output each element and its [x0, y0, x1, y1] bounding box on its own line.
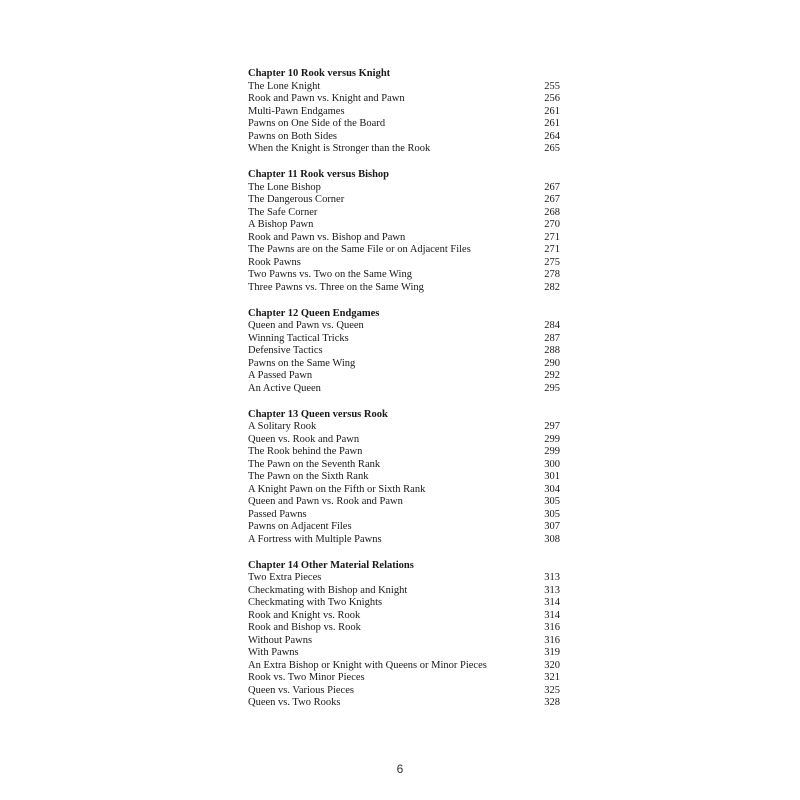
toc-entry [248, 232, 560, 245]
entry-title: Rook Pawns [248, 256, 301, 268]
entry-title: A Knight Pawn on the Fifth or Sixth Rank [248, 483, 426, 495]
table-of-contents [248, 68, 560, 710]
toc-entry [248, 610, 560, 623]
entry-title: Without Pawns [248, 634, 313, 646]
entry-title: A Bishop Pawn [248, 219, 314, 230]
toc-entry [248, 143, 560, 156]
entry-title: A Passed Pawn [248, 370, 313, 381]
entry-title: Pawns on One Side of the Board [248, 118, 386, 129]
entry-page: 268 [544, 206, 560, 218]
entry-page: 267 [544, 181, 560, 193]
entry-title: Queen and Pawn vs. Rook and Pawn [248, 496, 403, 507]
toc-entry [248, 672, 560, 685]
toc-entry [248, 106, 560, 119]
chapter-10-section [248, 68, 560, 156]
chapter-11-section [248, 169, 560, 294]
entry-page: 299 [544, 433, 560, 445]
entry-page: 264 [544, 130, 560, 142]
entry-page: 299 [544, 446, 560, 457]
entry-page: 282 [544, 281, 560, 293]
entry-title: An Active Queen [248, 382, 321, 394]
toc-entry [248, 622, 560, 635]
entry-title: With Pawns [248, 647, 299, 658]
entry-page: 313 [544, 572, 560, 583]
entry-title: The Lone Bishop [248, 181, 321, 193]
entry-page: 297 [544, 421, 560, 432]
entry-page: 278 [544, 269, 560, 280]
entry-title: Checkmating with Two Knights [248, 597, 383, 608]
entry-page: 308 [544, 533, 560, 545]
toc-entry [248, 446, 560, 459]
toc-entry [248, 534, 560, 547]
entry-page: 319 [544, 647, 560, 658]
entry-page: 267 [544, 194, 560, 205]
entry-page: 261 [544, 105, 560, 117]
toc-entry [248, 370, 560, 383]
toc-entry [248, 572, 560, 585]
entry-title: Queen vs. Rook and Pawn [248, 433, 360, 445]
toc-entry [248, 509, 560, 522]
entry-page: 288 [544, 345, 560, 356]
entry-title: Rook and Bishop vs. Rook [248, 622, 361, 633]
entry-page: 321 [544, 672, 560, 683]
entry-title: Winning Tactical Tricks [248, 332, 349, 344]
entry-title: Rook vs. Two Minor Pieces [248, 672, 365, 683]
toc-entry [248, 257, 560, 270]
entry-title: An Extra Bishop or Knight with Queens or Minor Pieces [248, 659, 487, 671]
toc-entry [248, 131, 560, 144]
toc-entry [248, 269, 560, 282]
toc-entry [248, 660, 560, 673]
entry-page: 307 [544, 521, 560, 532]
entry-page: 292 [544, 370, 560, 381]
entry-page: 270 [544, 219, 560, 230]
toc-entry [248, 635, 560, 648]
toc-entry [248, 421, 560, 434]
entry-title: Pawns on Adjacent Files [248, 521, 352, 532]
toc-entry [248, 647, 560, 660]
chapter-title: Chapter 14 Other Material Relations [248, 559, 414, 571]
entry-page: 328 [544, 697, 560, 708]
chapter-title: Chapter 10 Rook versus Knight [248, 68, 391, 79]
entry-title: The Pawns are on the Same File or on Adjacent Files [248, 244, 471, 255]
toc-entry [248, 219, 560, 232]
entry-page: 305 [544, 496, 560, 507]
entry-page: 304 [544, 483, 560, 495]
entry-title: Queen vs. Two Rooks [248, 697, 341, 708]
toc-entry [248, 194, 560, 207]
chapter-14-section [248, 560, 560, 710]
entry-page: 290 [544, 357, 560, 369]
entry-title: Rook and Knight vs. Rook [248, 609, 361, 621]
entry-title: A Solitary Rook [248, 421, 317, 432]
toc-entry [248, 597, 560, 610]
entry-title: Two Extra Pieces [248, 572, 322, 583]
entry-title: A Fortress with Multiple Pawns [248, 533, 382, 545]
toc-entry [248, 521, 560, 534]
entry-title: Rook and Pawn vs. Knight and Pawn [248, 93, 405, 104]
entry-page: 287 [544, 332, 560, 344]
entry-title: Pawns on Both Sides [248, 130, 337, 142]
entry-title: The Safe Corner [248, 206, 318, 218]
entry-page: 316 [544, 622, 560, 633]
toc-entry [248, 496, 560, 509]
entry-page: 271 [544, 231, 560, 243]
entry-page: 305 [544, 508, 560, 520]
entry-title: Queen and Pawn vs. Queen [248, 320, 364, 331]
entry-page: 261 [544, 118, 560, 129]
toc-entry [248, 471, 560, 484]
page-number: 6 [396, 762, 404, 776]
entry-page: 271 [544, 244, 560, 255]
entry-page: 295 [544, 382, 560, 394]
toc-entry [248, 320, 560, 333]
entry-page: 255 [544, 80, 560, 92]
chapter-title: Chapter 12 Queen Endgames [248, 307, 380, 319]
entry-page: 316 [544, 634, 560, 646]
chapter-title: Chapter 13 Queen versus Rook [248, 408, 388, 420]
entry-title: When the Knight is Stronger than the Rook [248, 143, 431, 154]
toc-entry [248, 207, 560, 220]
toc-entry [248, 282, 560, 295]
entry-page: 256 [544, 93, 560, 104]
entry-page: 300 [544, 458, 560, 470]
entry-title: Multi-Pawn Endgames [248, 105, 345, 117]
entry-page: 314 [544, 597, 560, 608]
toc-entry [248, 358, 560, 371]
entry-title: Queen vs. Various Pieces [248, 684, 354, 696]
entry-title: The Dangerous Corner [248, 194, 345, 205]
entry-page: 284 [544, 320, 560, 331]
toc-entry [248, 459, 560, 472]
entry-page: 320 [544, 659, 560, 671]
entry-title: The Rook behind the Pawn [248, 446, 363, 457]
entry-title: Defensive Tactics [248, 345, 323, 356]
entry-title: Rook and Pawn vs. Bishop and Pawn [248, 231, 406, 243]
entry-title: Pawns on the Same Wing [248, 357, 356, 369]
entry-page: 275 [544, 256, 560, 268]
chapter-title: Chapter 11 Rook versus Bishop [248, 169, 390, 180]
toc-entry [248, 182, 560, 195]
toc-entry [248, 244, 560, 257]
entry-title: The Lone Knight [248, 80, 321, 92]
entry-page: 314 [544, 609, 560, 621]
entry-title: The Pawn on the Sixth Rank [248, 471, 369, 482]
toc-entry [248, 118, 560, 131]
chapter-13-section [248, 409, 560, 547]
entry-title: Three Pawns vs. Three on the Same Wing [248, 281, 424, 293]
toc-entry [248, 685, 560, 698]
entry-page: 313 [544, 584, 560, 596]
toc-entry [248, 484, 560, 497]
toc-entry [248, 81, 560, 94]
entry-title: The Pawn on the Seventh Rank [248, 458, 381, 470]
toc-entry [248, 585, 560, 598]
toc-entry [248, 383, 560, 396]
toc-entry [248, 333, 560, 346]
entry-page: 265 [544, 143, 560, 154]
entry-title: Two Pawns vs. Two on the Same Wing [248, 269, 412, 280]
toc-entry [248, 345, 560, 358]
toc-entry [248, 434, 560, 447]
entry-page: 325 [544, 684, 560, 696]
entry-title: Passed Pawns [248, 508, 307, 520]
entry-page: 301 [544, 471, 560, 482]
toc-entry [248, 93, 560, 106]
entry-title: Checkmating with Bishop and Knight [248, 584, 408, 596]
chapter-12-section [248, 308, 560, 396]
toc-entry [248, 697, 560, 710]
